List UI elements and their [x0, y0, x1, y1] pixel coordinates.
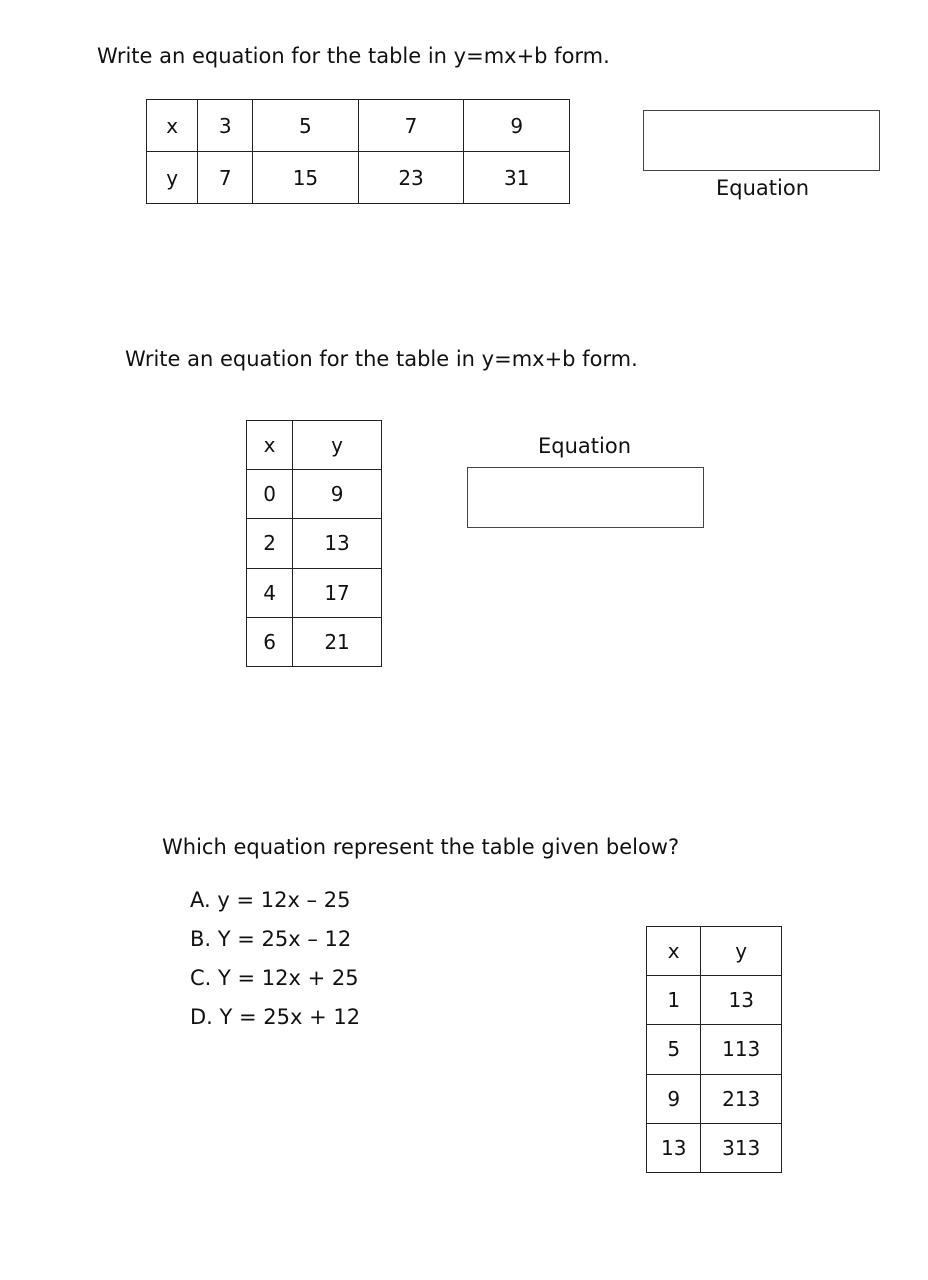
- table-cell: 7: [358, 100, 464, 152]
- problem1-answer-label: Equation: [716, 176, 810, 200]
- table-cell: 213: [701, 1074, 782, 1123]
- table-cell: 0: [247, 470, 293, 519]
- choice-c[interactable]: C. Y = 12x + 25: [190, 966, 359, 990]
- table-row: [147, 100, 570, 152]
- table-cell: 13: [701, 976, 782, 1025]
- table-row: [647, 1025, 782, 1074]
- table-cell: 13: [647, 1123, 701, 1172]
- table-cell: 9: [464, 100, 570, 152]
- table-cell: 2: [247, 519, 293, 568]
- table-cell: y: [293, 421, 382, 470]
- table-cell: x: [147, 100, 198, 152]
- table-row: [647, 927, 782, 976]
- table-cell: 17: [293, 568, 382, 617]
- table-cell: 3: [198, 100, 253, 152]
- table-cell: 21: [293, 617, 382, 666]
- table-cell: x: [647, 927, 701, 976]
- table-cell: 7: [198, 152, 253, 204]
- table-row: [647, 1074, 782, 1123]
- problem2-answer-label: Equation: [538, 434, 632, 458]
- table-row: [247, 617, 382, 666]
- table-cell: 113: [701, 1025, 782, 1074]
- table-row: [247, 519, 382, 568]
- choice-a[interactable]: A. y = 12x – 25: [190, 888, 351, 912]
- table-cell: 6: [247, 617, 293, 666]
- table-row: [247, 421, 382, 470]
- problem1-heading: Write an equation for the table in y=mx+b form.: [97, 44, 610, 68]
- table-cell: 31: [464, 152, 570, 204]
- table-cell: 15: [253, 152, 359, 204]
- table-row: [147, 152, 570, 204]
- choice-d[interactable]: D. Y = 25x + 12: [190, 1005, 361, 1029]
- table-cell: x: [247, 421, 293, 470]
- table-cell: 1: [647, 976, 701, 1025]
- problem2-heading: Write an equation for the table in y=mx+b form.: [125, 347, 638, 371]
- table-cell: 5: [253, 100, 359, 152]
- table-cell: y: [147, 152, 198, 204]
- table-cell: 9: [293, 470, 382, 519]
- problem2-answer-box[interactable]: [467, 467, 704, 528]
- problem2-table: [246, 420, 382, 667]
- table-row: [247, 470, 382, 519]
- table-row: [647, 1123, 782, 1172]
- table-cell: 5: [647, 1025, 701, 1074]
- table-cell: 23: [358, 152, 464, 204]
- table-row: [647, 976, 782, 1025]
- problem3-heading: Which equation represent the table given below?: [162, 835, 680, 859]
- problem1-table: [146, 99, 570, 204]
- table-cell: 4: [247, 568, 293, 617]
- table-row: [247, 568, 382, 617]
- problem1-answer-box[interactable]: [643, 110, 880, 171]
- table-cell: 313: [701, 1123, 782, 1172]
- table-cell: y: [701, 927, 782, 976]
- problem3-table: [646, 926, 782, 1173]
- table-cell: 13: [293, 519, 382, 568]
- table-cell: 9: [647, 1074, 701, 1123]
- choice-b[interactable]: B. Y = 25x – 12: [190, 927, 352, 951]
